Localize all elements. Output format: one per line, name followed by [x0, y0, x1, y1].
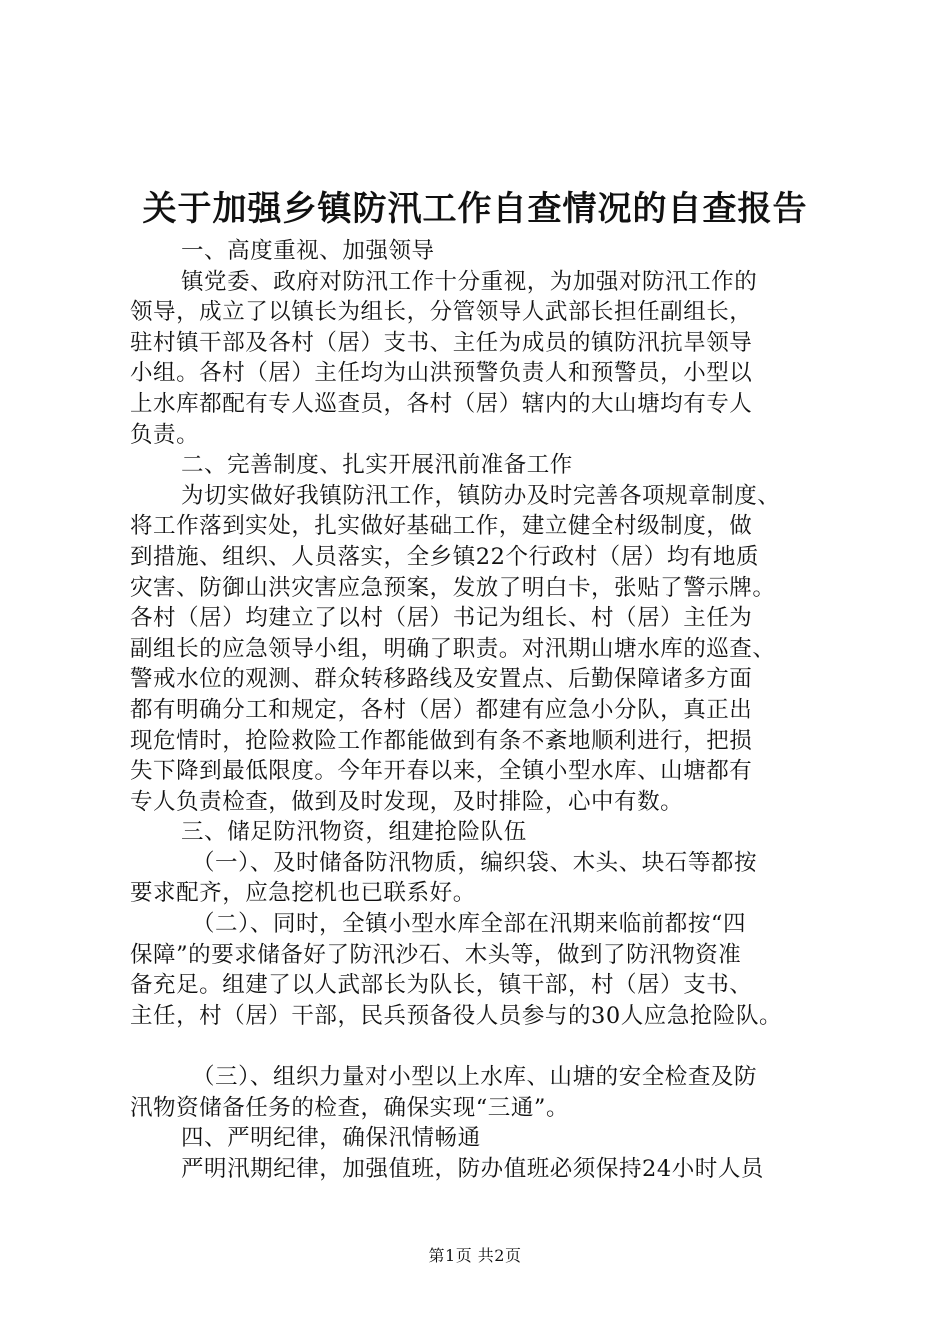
paragraph-line: 将工作落到实处，扎实做好基础工作，建立健全村级制度，做	[130, 513, 753, 540]
paragraph-line: 备充足。组建了以人武部长为队长，镇干部，村（居）支书、	[130, 972, 753, 999]
paragraph-line: 副组长的应急领导小组，明确了职责。对汛期山塘水库的巡查、	[130, 635, 776, 662]
paragraph-line: 领导，成立了以镇长为组长，分管领导人武部长担任副组长，	[130, 299, 753, 326]
paragraph-line: 镇党委、政府对防汛工作十分重视，为加强对防汛工作的	[181, 268, 758, 295]
paragraph-line: 为切实做好我镇防汛工作，镇防办及时完善各项规章制度、	[181, 482, 781, 509]
paragraph-line: 汛物资储备任务的检查，确保实现“三通”。	[130, 1094, 570, 1121]
paragraph-line: 要求配齐，应急挖机也已联系好。	[130, 880, 476, 907]
paragraph-line: 现危情时，抢险救险工作都能做到有条不紊地顺利进行，把损	[130, 727, 753, 754]
paragraph-line: 负责。	[130, 421, 200, 448]
paragraph-line: 小组。各村（居）主任均为山洪预警负责人和预警员，小型以	[130, 360, 753, 387]
paragraph-line: 各村（居）均建立了以村（居）书记为组长、村（居）主任为	[130, 605, 753, 632]
page-footer: 第1页 共2页	[428, 1246, 522, 1265]
paragraph-line: 灾害、防御山洪灾害应急预案，发放了明白卡，张贴了警示牌。	[130, 574, 776, 601]
section-heading-3: 三、储足防汛物资，组建抢险队伍	[181, 819, 527, 846]
document-title: 关于加强乡镇防汛工作自查情况的自查报告	[142, 189, 808, 229]
paragraph-line: 主任，村（居）干部，民兵预备役人员参与的30人应急抢险队。	[130, 1002, 783, 1029]
paragraph-line: 驻村镇干部及各村（居）支书、主任为成员的镇防汛抗旱领导	[130, 329, 753, 356]
paragraph-line: 专人负责检查，做到及时发现，及时排险，心中有数。	[130, 788, 684, 815]
paragraph-line: 警戒水位的观测、群众转移路线及安置点、后勤保障诸多方面	[130, 666, 753, 693]
blank-line	[130, 1031, 830, 1062]
paragraph-line: 保障”的要求储备好了防汛沙石、木头等，做到了防汛物资准	[130, 941, 742, 968]
paragraph-line: （三）、组织力量对小型以上水库、山塘的安全检查及防	[192, 1064, 758, 1091]
paragraph-line: 上水库都配有专人巡查员，各村（居）辖内的大山塘均有专人	[130, 390, 753, 417]
paragraph-line: 都有明确分工和规定，各村（居）都建有应急小分队，真正出	[130, 696, 753, 723]
paragraph-line: （二）、同时，全镇小型水库全部在汛期来临前都按“四	[192, 911, 747, 938]
paragraph-line: 严明汛期纪律，加强值班，防办值班必须保持24小时人员	[181, 1155, 764, 1182]
paragraph-line: 失下降到最低限度。今年开春以来，全镇小型水库、山塘都有	[130, 758, 753, 785]
paragraph-line: （一）、及时储备防汛物质，编织袋、木头、块石等都按	[192, 849, 758, 876]
section-heading-1: 一、高度重视、加强领导	[181, 238, 435, 264]
paragraph-line: 到措施、组织、人员落实，全乡镇22个行政村（居）均有地质	[130, 543, 760, 570]
section-heading-4: 四、严明纪律，确保汛情畅通	[181, 1125, 481, 1152]
document-body	[130, 236, 830, 1184]
section-heading-2: 二、完善制度、扎实开展汛前准备工作	[181, 452, 573, 479]
